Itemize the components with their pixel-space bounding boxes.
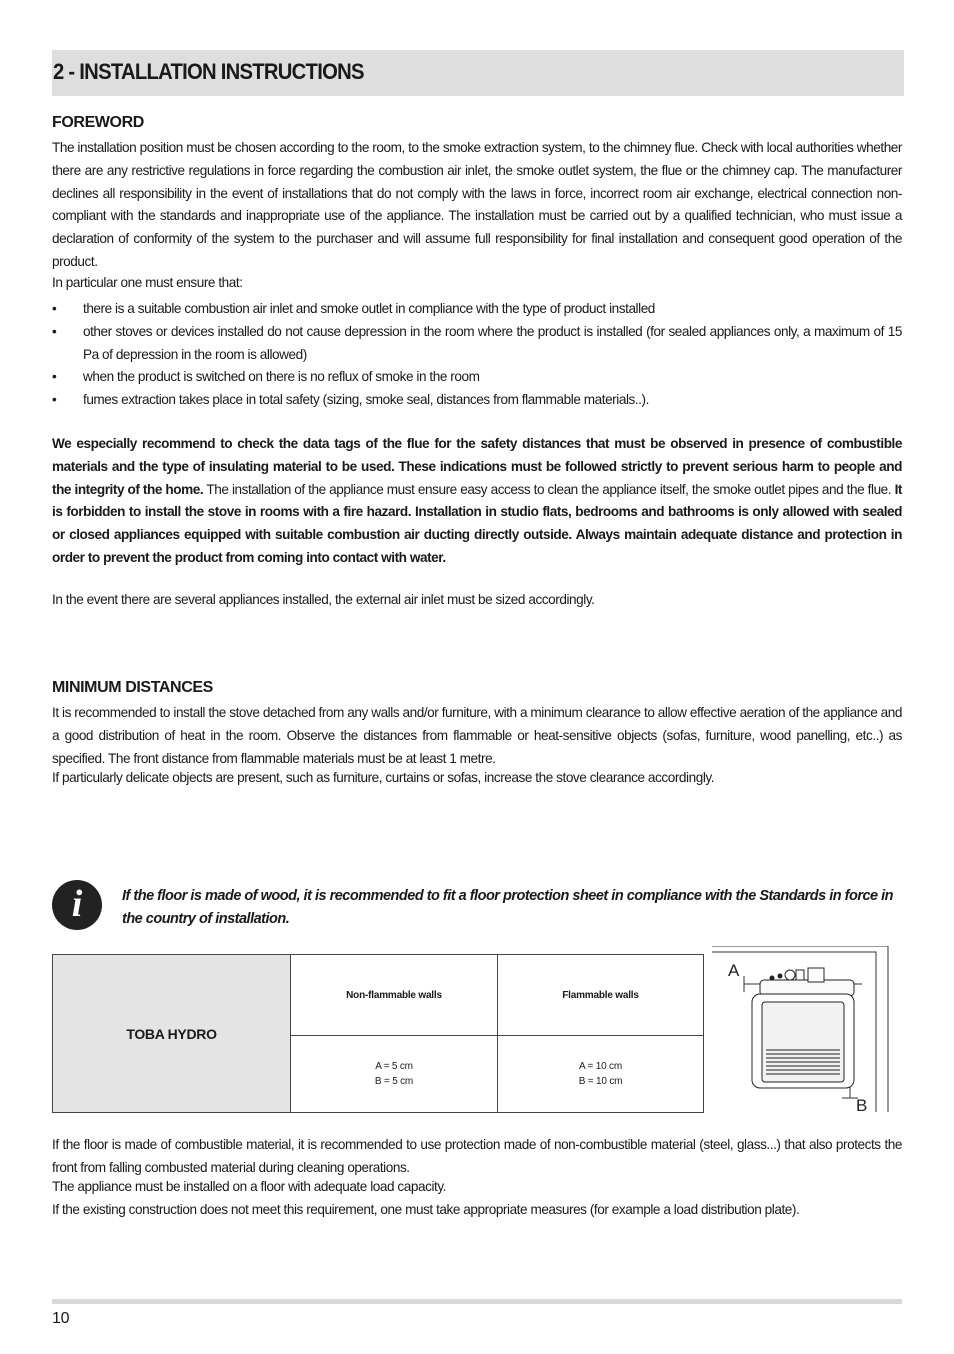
foreword-intro: In particular one must ensure that: — [52, 275, 243, 290]
load-distribution-note: If the existing construction does not meet this requirement, one must take appropriate measures (for example a load distribution plate). — [52, 1202, 800, 1217]
label-a: A — [728, 961, 740, 980]
info-icon: i — [52, 880, 102, 930]
bullet-dot: • — [52, 323, 57, 339]
fire-hazard-warning: It is forbidden to install the stove in rooms with a fire hazard. Installation in studio flats, bedrooms and bathrooms is only allowed with sealed or closed appliances equipped with suitable combustion air ducting directly outside. Always maintain adequate distance and protection in order to prevent the product from coming into contact with water. — [52, 481, 902, 565]
model-name-cell: TOBA HYDRO — [53, 955, 291, 1113]
bullet-dot: • — [52, 301, 57, 316]
distance-table — [52, 954, 704, 1113]
bullet-dot: • — [52, 392, 57, 408]
bullet-dot: • — [52, 369, 57, 385]
combustible-floor-note: If the floor is made of combustible material, it is recommended to use protection made of non-combustible material (steel, glass...) that also protects the front from falling combusted material during cleaning operations. — [52, 1137, 902, 1175]
flammable-values: A = 10 cm B = 10 cm — [498, 1036, 704, 1113]
several-appliances-note: In the event there are several appliances installed, the external air inlet must be sized accordingly. — [52, 592, 595, 607]
footer-divider — [52, 1299, 902, 1304]
page-number: 10 — [52, 1310, 70, 1327]
non-flammable-header: Non-flammable walls — [291, 955, 498, 1036]
stove-top-view — [752, 968, 854, 1088]
foreword-paragraph: The installation position must be chosen according to the room, to the smoke extraction system, to the chimney flue. Check with local authorities whether there are any restrictive regulations in force regarding the combustion air inlet, the smoke outlet system, the flue or the chimney cap. The manufacturer declines all responsibility in the event of installations that do not comply with the laws in force, incorrect room air exchange, electrical connection non-compliant with the standards and inappropriate use of the appliance. The installation must be carried out by a qualified technician, who must issue a declaration of conformity of the system to the purchaser and will assume full responsibility for final installation and consequent good operation of the product. — [52, 140, 902, 269]
safety-warning-bold: We especially recommend to check the data tags of the flue for the safety distances that must be observed in presence of combustible materials and the type of insulating material to be used. These indications must be followed strictly to prevent serious harm to people and the integrity of the home. — [52, 436, 902, 497]
foreword-heading: FOREWORD — [52, 114, 144, 131]
list-item: • other stoves or devices installed do not cause depression in the room where the product is installed (for sealed appliances only, a maximum of 15 Pa of depression in the room is allowed) — [52, 321, 902, 367]
label-b: B — [856, 1096, 868, 1114]
wood-floor-note: If the floor is made of wood, it is recommended to fit a floor protection sheet in compliance with the Standards in force in the country of installation. — [122, 888, 894, 927]
minimum-distances-paragraph: It is recommended to install the stove detached from any walls and/or furniture, with a minimum clearance to allow effective aeration of the appliance and a good distribution of heat in the room. Observe the distances from flammable or heat-sensitive objects (sofas, furniture, wood panelling, etc..) as specified. The front distance from flammable materials must be at least 1 metre. — [52, 705, 902, 766]
section-title: 2 - INSTALLATION INSTRUCTIONS — [53, 59, 364, 84]
list-item: • there is a suitable combustion air inlet and smoke outlet in compliance with the type of product installed — [52, 298, 902, 321]
safety-recommendation — [52, 433, 902, 570]
delicate-objects-note: If particularly delicate objects are present, such as furniture, curtains or sofas, increase the stove clearance accordingly. — [52, 770, 715, 785]
load-capacity-note: The appliance must be installed on a floor with adequate load capacity. — [52, 1179, 447, 1194]
safety-access-text: The installation of the appliance must ensure easy access to clean the appliance itself, the smoke outlet pipes and the flue. — [203, 481, 895, 497]
list-item: • when the product is switched on there is no reflux of smoke in the room — [52, 366, 902, 389]
flammable-header: Flammable walls — [498, 955, 704, 1036]
table-row — [53, 955, 704, 1036]
minimum-distances-heading: MINIMUM DISTANCES — [52, 679, 213, 696]
requirements-list — [52, 298, 902, 412]
stove-clearance-diagram — [710, 946, 890, 1114]
non-flammable-values: A = 5 cm B = 5 cm — [291, 1036, 498, 1113]
list-item: • fumes extraction takes place in total safety (sizing, smoke seal, distances from flammable materials..). — [52, 389, 902, 412]
